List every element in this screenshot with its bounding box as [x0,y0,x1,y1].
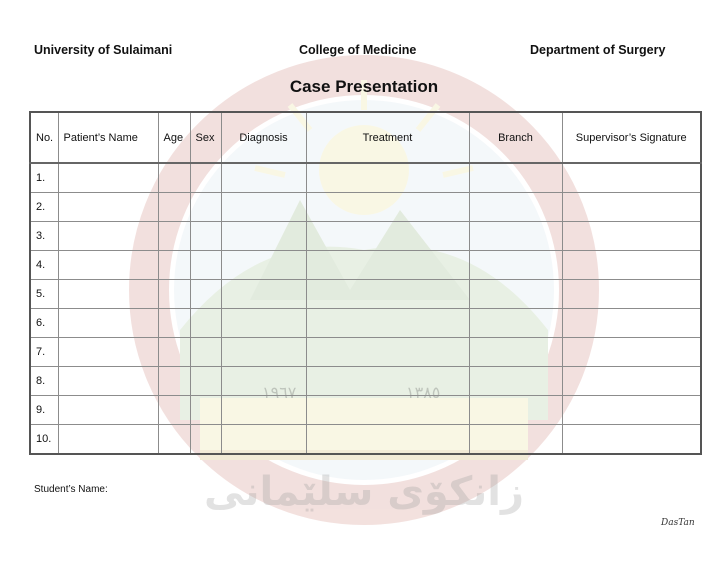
col-header-sex: Sex [190,112,221,163]
blank-cell [158,338,190,367]
blank-cell [469,367,562,396]
blank-cell [469,163,562,193]
row-number: 6. [30,309,58,338]
col-header-age: Age [158,112,190,163]
blank-cell [469,222,562,251]
blank-cell [562,222,701,251]
blank-cell [221,193,306,222]
table-row [30,251,701,280]
blank-cell [306,309,469,338]
blank-cell [562,163,701,193]
blank-cell [190,280,221,309]
col-header-diagnosis: Diagnosis [221,112,306,163]
table-row [30,396,701,425]
blank-cell [562,396,701,425]
college-name: College of Medicine [299,43,417,57]
blank-cell [190,193,221,222]
blank-cell [190,251,221,280]
blank-cell [306,163,469,193]
blank-cell [221,425,306,455]
blank-cell [221,367,306,396]
blank-cell [158,367,190,396]
blank-cell [58,396,158,425]
department-name: Department of Surgery [530,43,666,57]
col-header-branch: Branch [469,112,562,163]
student-name-label: Student’s Name: [34,484,108,495]
blank-cell [306,193,469,222]
row-number: 7. [30,338,58,367]
blank-cell [58,251,158,280]
row-number: 3. [30,222,58,251]
blank-cell [562,367,701,396]
blank-cell [221,222,306,251]
blank-cell [306,222,469,251]
signature-mark: DasTan [661,518,695,528]
blank-cell [469,309,562,338]
blank-cell [221,309,306,338]
blank-cell [58,222,158,251]
blank-cell [158,251,190,280]
blank-cell [58,309,158,338]
university-name: University of Sulaimani [34,43,173,57]
table-row [30,367,701,396]
col-header-patient-name: Patient’s Name [58,112,158,163]
watermark-arabic-text: زانكۆی سلێمانی [204,469,524,515]
table-row [30,280,701,309]
col-header-treatment: Treatment [306,112,469,163]
blank-cell [221,396,306,425]
blank-cell [190,367,221,396]
blank-cell [158,163,190,193]
case-table [29,111,702,455]
blank-cell [58,367,158,396]
blank-cell [190,396,221,425]
page-title: Case Presentation [289,77,439,96]
blank-cell [58,425,158,455]
blank-cell [158,396,190,425]
blank-cell [221,251,306,280]
blank-cell [190,309,221,338]
blank-cell [469,425,562,455]
blank-cell [221,280,306,309]
blank-cell [158,309,190,338]
table-header-row [30,112,701,163]
blank-cell [562,251,701,280]
watermark-year-left: ١٩٦٧ [262,383,297,402]
blank-cell [306,338,469,367]
col-header-supervisor-signature: Supervisor’s Signature [562,112,701,163]
blank-cell [306,367,469,396]
table-row [30,425,701,455]
blank-cell [562,280,701,309]
row-number: 5. [30,280,58,309]
blank-cell [190,338,221,367]
blank-cell [306,280,469,309]
blank-cell [221,163,306,193]
blank-cell [190,163,221,193]
blank-cell [58,163,158,193]
blank-cell [306,396,469,425]
row-number: 9. [30,396,58,425]
row-number: 4. [30,251,58,280]
blank-cell [562,425,701,455]
blank-cell [469,193,562,222]
table-row [30,222,701,251]
blank-cell [221,338,306,367]
blank-cell [58,338,158,367]
blank-cell [469,338,562,367]
table-row [30,193,701,222]
watermark-year-right: ١٣٨٥ [406,383,441,402]
blank-cell [158,425,190,455]
blank-cell [190,222,221,251]
blank-cell [190,425,221,455]
table-row [30,309,701,338]
col-header-no: No. [30,112,58,163]
blank-cell [562,309,701,338]
table-row [30,163,701,193]
table-row [30,338,701,367]
row-number: 8. [30,367,58,396]
blank-cell [158,193,190,222]
row-number: 1. [30,163,58,193]
blank-cell [469,251,562,280]
blank-cell [158,222,190,251]
blank-cell [58,280,158,309]
blank-cell [469,396,562,425]
row-number: 10. [30,425,58,455]
blank-cell [306,251,469,280]
blank-cell [158,280,190,309]
row-number: 2. [30,193,58,222]
blank-cell [58,193,158,222]
blank-cell [562,338,701,367]
blank-cell [306,425,469,455]
blank-cell [469,280,562,309]
blank-cell [562,193,701,222]
